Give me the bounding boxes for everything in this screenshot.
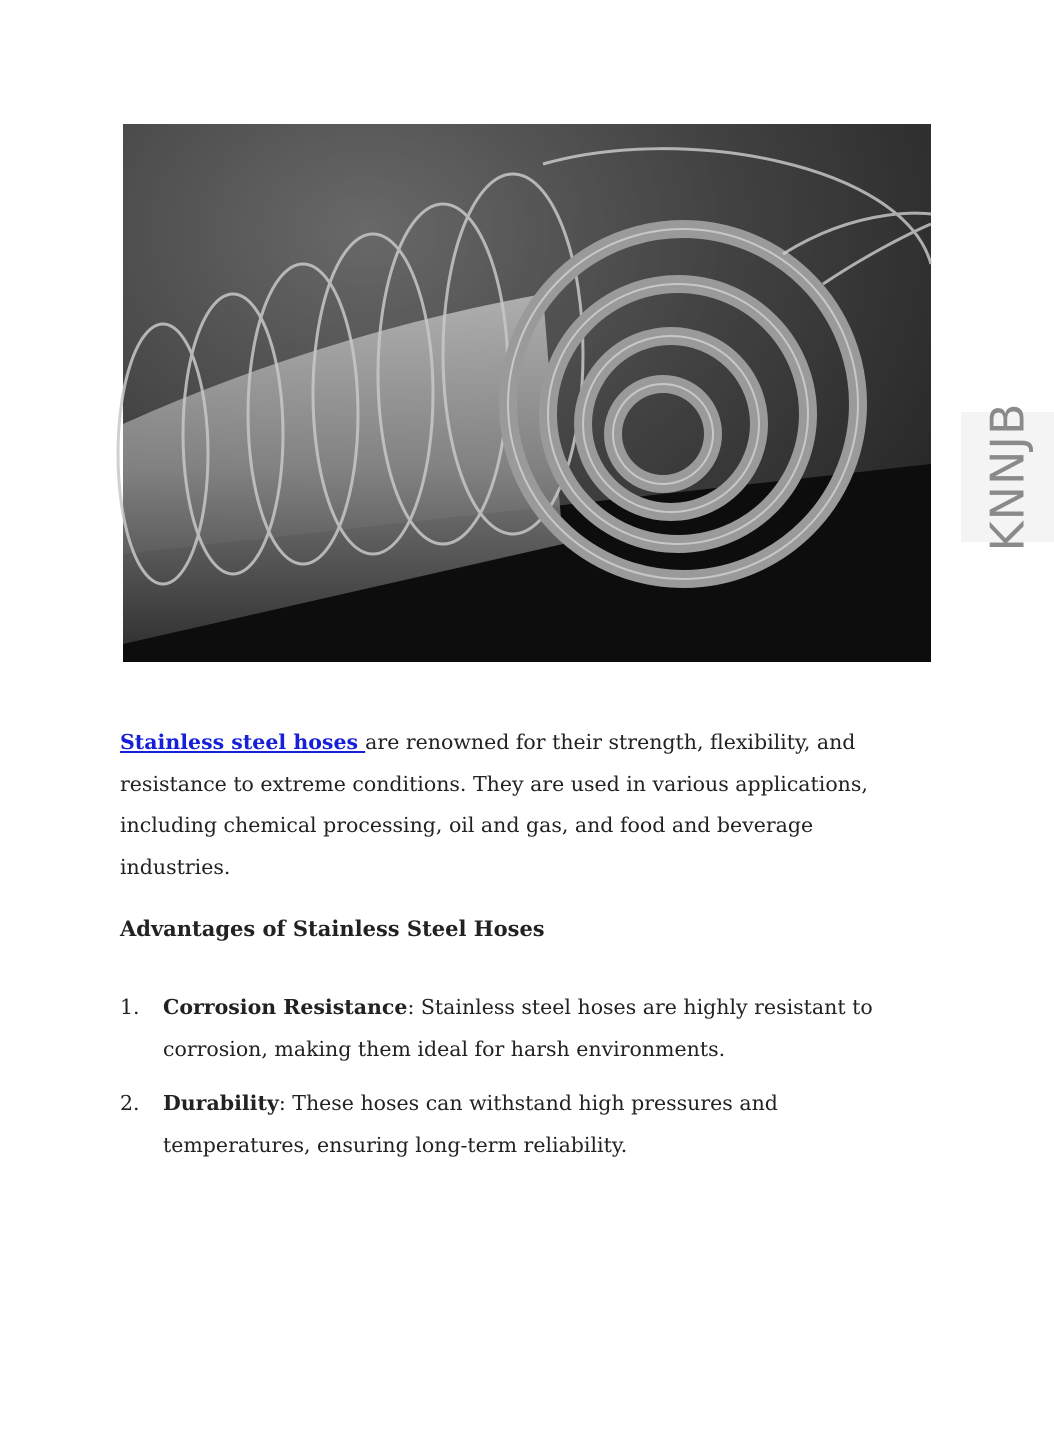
coiled-hose-illustration — [123, 124, 931, 662]
watermark-logo — [961, 402, 1054, 552]
list-number: 1. — [120, 995, 140, 1019]
advantage-term: Durability — [163, 1091, 279, 1115]
article-content — [120, 722, 910, 1179]
intro-paragraph — [120, 722, 910, 888]
advantage-separator: : — [407, 995, 415, 1019]
advantage-term: Corrosion Resistance — [163, 995, 408, 1019]
list-item — [120, 987, 910, 1070]
list-item — [120, 1083, 910, 1166]
intro-text: are renowned for their strength, flexibility, and resistance to extreme conditions. They are used in various applications, including chemical processing, oil and gas, and food and beverage industries. — [120, 730, 868, 879]
advantages-list — [120, 987, 910, 1166]
advantages-heading: Advantages of Stainless Steel Hoses — [120, 916, 545, 941]
advantage-separator: : — [278, 1091, 286, 1115]
advantage-text: Stainless steel hoses are highly resistant to corrosion, making them ideal for harsh environments. — [163, 995, 873, 1061]
list-number: 2. — [120, 1091, 140, 1115]
stainless-steel-hoses-link[interactable]: Stainless steel hoses — [120, 730, 366, 754]
watermark-text: KNNJB — [980, 402, 1035, 552]
hero-image — [123, 124, 1035, 662]
advantage-text: These hoses can withstand high pressures and temperatures, ensuring long-term reliability. — [163, 1091, 778, 1157]
